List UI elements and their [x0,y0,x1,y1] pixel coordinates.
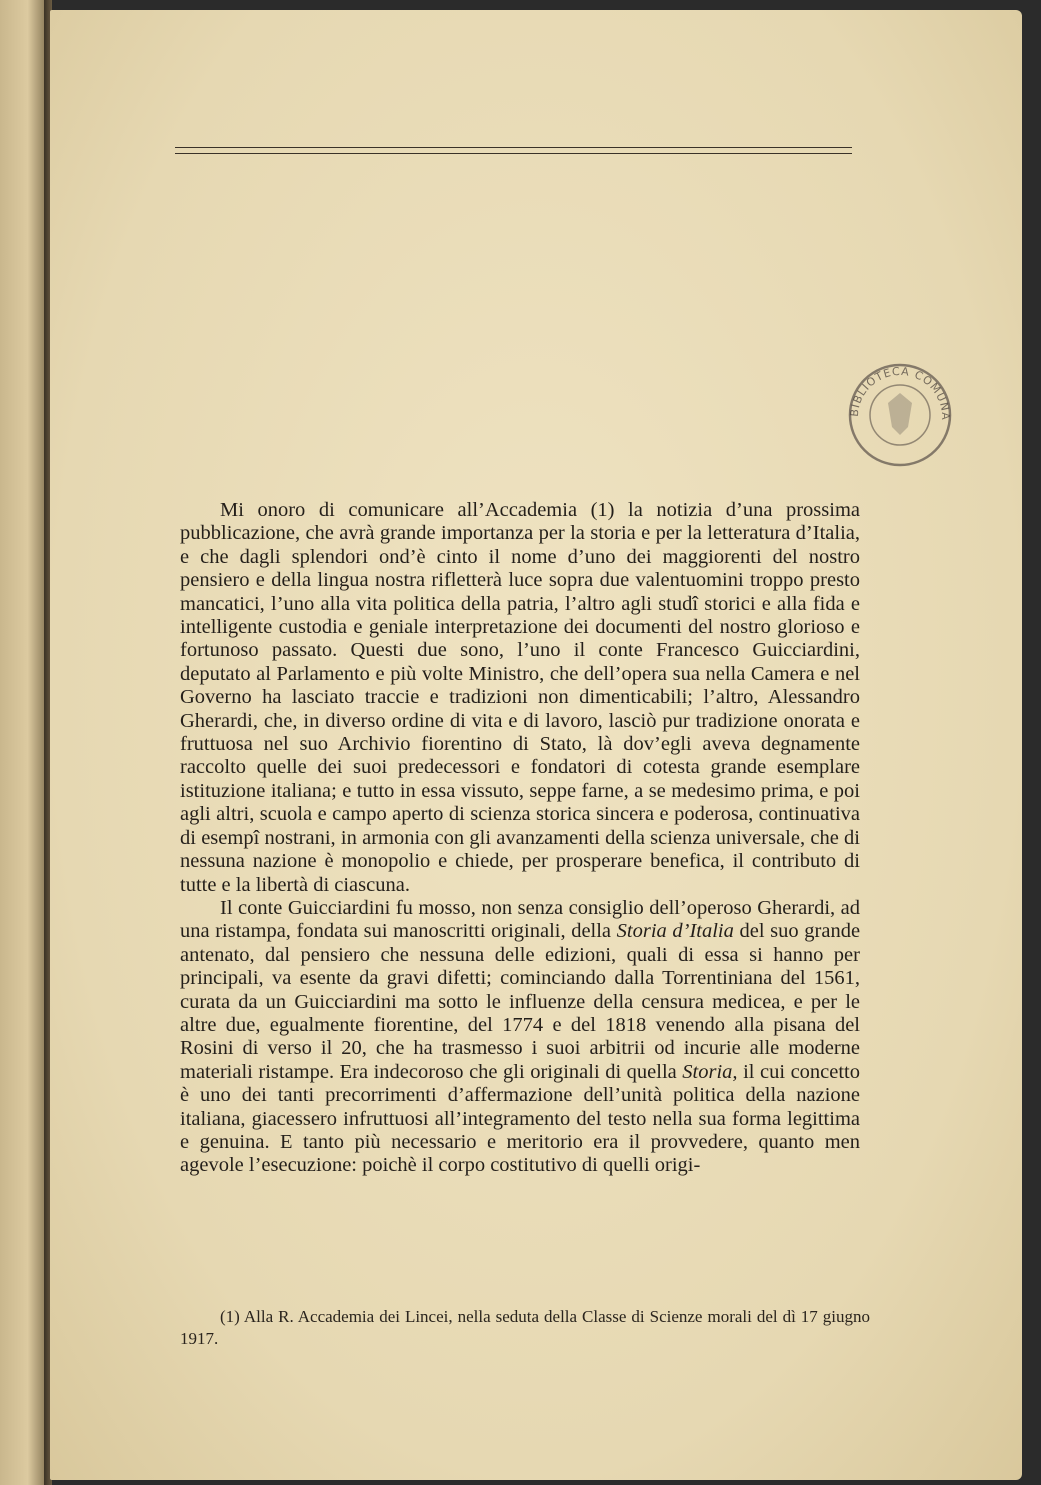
paragraph [180,897,860,1178]
italic-title: Storia, [682,1060,738,1083]
facing-page-edge [0,0,46,1485]
body-text [180,499,860,1178]
library-stamp [840,355,960,475]
stamp-seal-icon [840,355,960,475]
footnote-text: (1) Alla R. Accademia dei Lincei, nella seduta della Classe di Scienze morali del dì 17 giugno 1917. [180,1307,870,1348]
header-rule-top [175,147,852,148]
paragraph-text: Il conte Guicciardini fu mosso, non senza consiglio dell’operoso Gherardi, ad una ristampa, fondata sui manoscritti originali, della [180,896,860,943]
stamp-text: BIBLIOTECA COMUNA [847,364,953,421]
header-rule-bottom [175,153,852,154]
italic-title: Storia d’Italia [616,920,734,943]
paragraph-text: del suo grande antenato, dal pensiero che nessuna delle edizioni, quali di essa si hanno per principali, va esente da gravi difetti; cominciando dalla Torrentiniana del 1561, curata da un Guicciardini ma sotto le influenze della censura medicea, e per le altre due, egualmente fiorentine, del 1774 e del 1818 venendo alla pisana del Rosini di verso il 20, che ha trasmesso i suoi arbitrii od incurie alle moderne materiali ristampe. Era indecoroso che gli originali di quella [180,920,861,1083]
footnote [180,1306,870,1350]
paragraph-text: il cui concetto è uno dei tanti precorrimenti d’affermazione dell’unità politica della nazione italiana, giacessero infruttuosi all’integramento del testo nella sua forma legittima e genuina. E tanto più necessario e meritorio era il provvedere, quanto men agevole l’esecuzione: poichè il corpo costitutivo di quelli origi- [180,1060,861,1177]
paragraph: Mi onoro di comunicare all’Accademia (1) la notizia d’una prossima pubblicazione, che avrà grande importanza per la storia e per la letteratura d’Italia, e che dagli splendori ond’è cinto il nome d’uno dei maggiorenti del nostro pensiero e della lingua nostra rifletterà luce sopra due valentuomini troppo presto mancatici, l’uno alla vita politica della patria, l’altro agli studî storici e alla fida e intelligente custodia e geniale interpretazione dei documenti del nostro glorioso e fortunoso passato. Questi due sono, l’uno il conte Francesco Guicciardini, deputato al Parlamento e più volte Ministro, che dell’opera sua nella Camera e nel Governo ha lasciato traccie e tradizioni non dimenticabili; l’altro, Alessandro Gherardi, che, in diverso ordine di vita e di lavoro, lasciò pur tradizione onorata e fruttuosa nel suo Archivio fiorentino di Stato, là dov’egli aveva degnamente raccolto quelle dei suoi predecessori e fondatori di cotesta grande esemplare istituzione italiana; e tutto in essa vissuto, seppe farne, a se medesimo prima, e poi agli altri, scuola e campo aperto di scienza storica sincera e poderosa, continuativa di esempî nostrani, in armonia con gli avanzamenti della scienza universale, che di nessuna nazione è monopolio e chiede, per prosperare benefica, il contributo di tutte e la libertà di ciascuna. [180,499,860,896]
